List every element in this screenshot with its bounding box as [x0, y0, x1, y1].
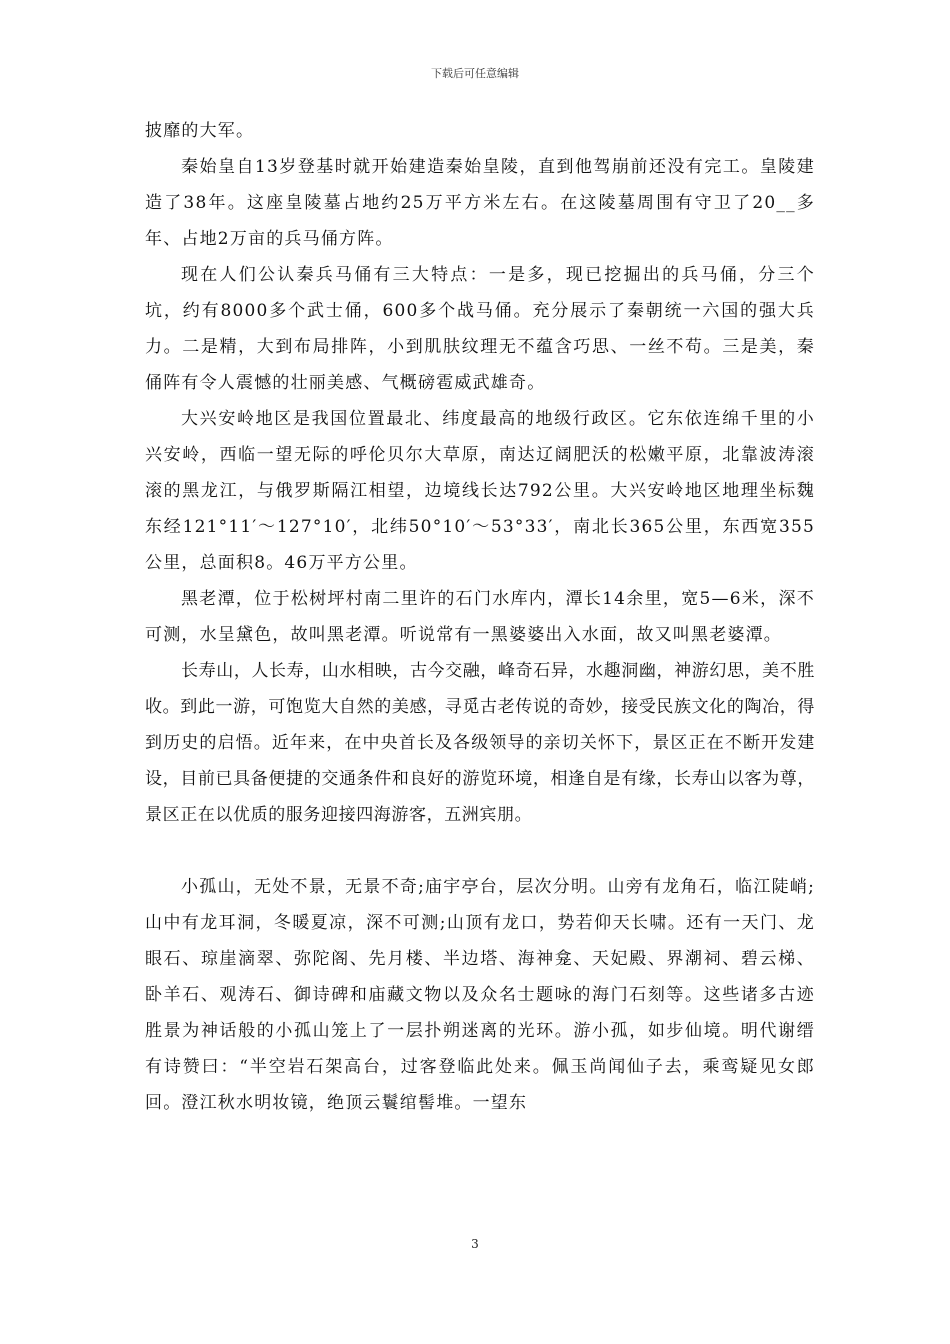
paragraph-continuation: 披靡的大军。	[145, 121, 255, 141]
paragraph-heilaotan: 黑老潭，位于松树坪村南二里许的石门水库内，潭长14余里，宽5—6米，深不可测，水呈黛色，故叫黑老潭。听说常有一黑婆婆出入水面，故又叫黑老婆潭。	[145, 589, 815, 645]
paragraph-daxinganling: 大兴安岭地区是我国位置最北、纬度最高的地级行政区。它东依连绵千里的小兴安岭，西临一望无际的呼伦贝尔大草原，南达辽阔肥沃的松嫩平原，北靠波涛滚滚的黑龙江，与俄罗斯隔江相望，边境线长达792公里。大兴安岭地区地理坐标魏东经121°11′～127°10′，北纬50°10′～53°33′，南北长365公里，东西宽355公里，总面积8。46万平方公里。	[145, 409, 815, 573]
paragraph-terracotta-features: 现在人们公认秦兵马俑有三大特点：一是多，现已挖掘出的兵马俑，分三个坑，约有8000多个武士俑，600多个战马俑。充分展示了秦朝统一六国的强大兵力。二是精，大到布局排阵，小到肌肤纹理无不蕴含巧思、一丝不苟。三是美，秦俑阵有令人震憾的壮丽美感、气概磅雹威武雄奇。	[145, 265, 815, 393]
paragraph-changshoushan: 长寿山，人长寿，山水相映，古今交融，峰奇石异，水趣洞幽，神游幻思，美不胜收。到此一游，可饱览大自然的美感，寻觅古老传说的奇妙，接受民族文化的陶冶，得到历史的启悟。近年来，在中央首长及各级领导的亲切关怀下，景区正在不断开发建设，目前已具备便捷的交通条件和良好的游览环境，相逢自是有缘，长寿山以客为尊，景区正在以优质的服务迎接四海游客，五洲宾朋。	[145, 661, 815, 825]
page-number: 3	[471, 1237, 479, 1251]
paragraph-qin-mausoleum: 秦始皇自13岁登基时就开始建造秦始皇陵，直到他驾崩前还没有完工。皇陵建造了38年。这座皇陵墓占地约25万平方米左右。在这陵墓周围有守卫了20__多年、占地2万亩的兵马俑方阵。	[145, 157, 815, 249]
page-header: 下载后可任意编辑	[431, 67, 519, 80]
document-body	[145, 113, 815, 1121]
paragraph-xiaogushan: 小孤山，无处不景，无景不奇;庙宇亭台，层次分明。山旁有龙角石，临江陡峭;山中有龙耳洞，冬暖夏凉，深不可测;山顶有龙口，势若仰天长啸。还有一天门、龙眼石、琼崖滴翠、弥陀阁、先月楼、半边塔、海神龛、天妃殿、界潮祠、碧云梯、卧羊石、观涛石、御诗碑和庙藏文物以及众名士题咏的海门石刻等。这些诸多古迹胜景为神话般的小孤山笼上了一层扑朔迷离的光环。游小孤，如步仙境。明代谢缙有诗赞曰：“半空岩石架高台，过客登临此处来。佩玉尚闻仙子去，乘鸾疑见女郎回。澄江秋水明妆镜，绝顶云鬟绾髻堆。一望东	[145, 877, 815, 1113]
